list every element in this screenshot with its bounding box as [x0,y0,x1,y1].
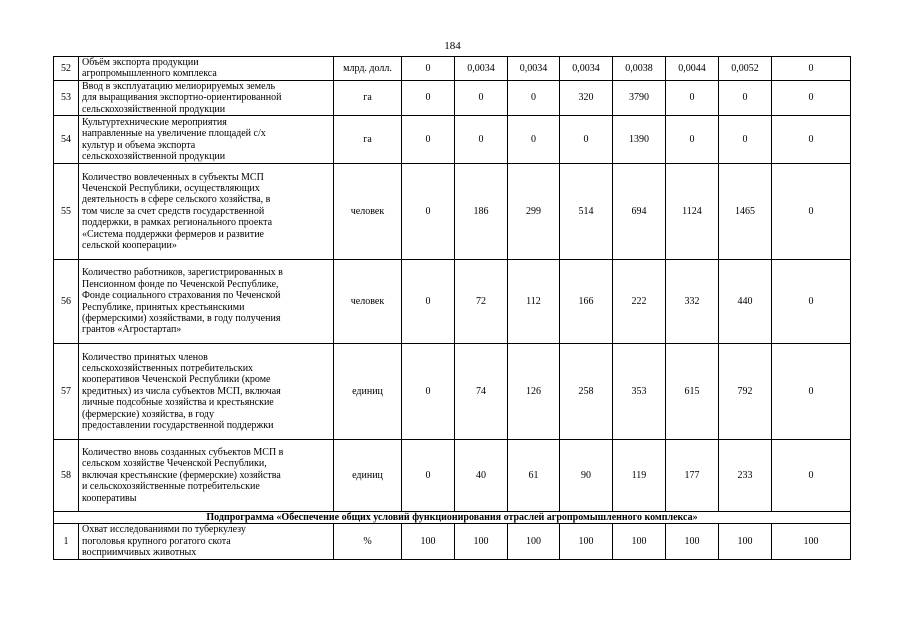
indicator-name-line: (фермерскими) хозяйствами, в году получения [82,312,281,324]
indicator-name-line: Фонде социального страхования по Чеченской [82,290,281,302]
value-cell: 126 [508,344,560,440]
indicator-name-line: сельскохозяйственных потребительских [82,363,254,375]
indicator-name-line: Количество работников, зарегистрированных в [82,267,283,279]
row-number: 58 [54,440,79,512]
value-cell: 0 [402,164,455,260]
table-row [54,524,851,560]
value-cell: 0 [666,80,719,115]
value-cell: 0,0034 [560,57,613,81]
indicator-name-line: сельскохозяйственной продукции [82,150,226,162]
unit-of-measure: человек [334,164,402,260]
indicator-name-line: личные подсобные хозяйства и крестьянские [82,397,274,409]
indicator-name-line: Количество вовлеченных в субъекты МСП [82,171,264,183]
indicator-name-line: деятельность в сфере сельского хозяйства, в [82,194,271,206]
value-cell: 0 [772,116,851,164]
value-cell: 0 [402,116,455,164]
value-cell: 0 [402,57,455,81]
unit-of-measure: % [334,524,402,560]
value-cell: 0 [402,260,455,344]
indicator-name-line: Количество вновь созданных субъектов МСП в [82,447,284,459]
value-cell: 100 [508,524,560,560]
unit-of-measure: га [334,116,402,164]
value-cell: 258 [560,344,613,440]
table-row [54,440,851,512]
value-cell: 320 [560,80,613,115]
indicator-name-line: Объём экспорта продукции [82,57,199,68]
value-cell: 40 [455,440,508,512]
indicator-name [79,116,334,164]
value-cell: 72 [455,260,508,344]
indicator-name-line: сельском хозяйстве Чеченской Республики, [82,458,267,470]
value-cell: 1390 [613,116,666,164]
row-number: 54 [54,116,79,164]
value-cell: 0 [772,164,851,260]
indicator-name [79,524,334,560]
indicator-name-line: Охват исследованиями по туберкулезу [82,524,246,536]
indicator-name-line: агропромышленного комплекса [82,68,217,80]
value-cell: 694 [613,164,666,260]
unit-of-measure: единиц [334,440,402,512]
value-cell: 0 [455,80,508,115]
indicator-name-line: кредитных) из числа субъектов МСП, включая [82,385,281,397]
row-number: 57 [54,344,79,440]
value-cell: 0 [402,80,455,115]
value-cell: 3790 [613,80,666,115]
value-cell: 100 [772,524,851,560]
indicator-name-line: предоставлении государственной поддержки [82,420,274,432]
table-row [54,260,851,344]
table-row [54,57,851,81]
indicator-name-line: Количество принятых членов [82,351,208,363]
indicator-name-line: кооперативы [82,492,137,504]
value-cell: 61 [508,440,560,512]
indicator-name-line: Культуртехнические мероприятия [82,116,227,128]
value-cell: 100 [455,524,508,560]
value-cell: 0 [772,344,851,440]
value-cell: 1124 [666,164,719,260]
value-cell: 186 [455,164,508,260]
value-cell: 90 [560,440,613,512]
indicator-name-line: Чеченской Республики, осуществляющих [82,183,260,195]
indicator-name-line: «Система поддержки фермеров и развитие [82,228,264,240]
indicator-name-line: для выращивания экспортно-ориентированной [82,92,282,104]
value-cell: 0,0038 [613,57,666,81]
value-cell: 0,0044 [666,57,719,81]
unit-of-measure: га [334,80,402,115]
value-cell: 615 [666,344,719,440]
value-cell: 0 [402,440,455,512]
indicators-table [53,56,851,560]
value-cell: 0 [719,116,772,164]
row-number: 1 [54,524,79,560]
value-cell: 112 [508,260,560,344]
indicator-name [79,57,334,81]
indicator-name-line: сельскохозяйственной продукции [82,103,226,115]
indicator-name [79,80,334,115]
value-cell: 0 [719,80,772,115]
indicator-name [79,164,334,260]
value-cell: 0 [772,57,851,81]
indicator-name-line: культур и объема экспорта [82,139,196,151]
row-number: 55 [54,164,79,260]
row-number: 52 [54,57,79,81]
indicator-name-line: направленные на увеличение площадей с/х [82,128,266,140]
value-cell: 792 [719,344,772,440]
table-row [54,344,851,440]
section-header-row [54,512,851,524]
value-cell: 0 [772,260,851,344]
row-number: 56 [54,260,79,344]
indicator-name [79,260,334,344]
table-row [54,164,851,260]
indicator-name-line: восприимчивых животных [82,547,197,559]
value-cell: 0 [560,116,613,164]
indicator-name-line: кооперативов Чеченской Республики (кроме [82,374,271,386]
value-cell: 0,0034 [508,57,560,81]
value-cell: 0 [508,80,560,115]
page-number: 184 [444,40,461,52]
indicator-name-line: (фермерские) хозяйства, в году [82,408,215,420]
indicator-name [79,440,334,512]
indicator-name-line: Ввод в эксплуатацию мелиорируемых земель [82,80,276,92]
value-cell: 233 [719,440,772,512]
value-cell: 100 [666,524,719,560]
indicator-name-line: сельской кооперации» [82,240,177,252]
value-cell: 0 [508,116,560,164]
value-cell: 0 [455,116,508,164]
row-number: 53 [54,80,79,115]
value-cell: 0,0052 [719,57,772,81]
value-cell: 0 [402,344,455,440]
value-cell: 100 [560,524,613,560]
value-cell: 74 [455,344,508,440]
value-cell: 100 [719,524,772,560]
value-cell: 0 [772,440,851,512]
indicator-name-line: Республике, принятых крестьянскими [82,301,245,313]
indicator-name [79,344,334,440]
value-cell: 177 [666,440,719,512]
value-cell: 0 [666,116,719,164]
table-row [54,116,851,164]
indicator-name-line: поддержки, в рамках регионального проекта [82,217,273,229]
unit-of-measure: млрд. долл. [334,57,402,81]
table-row [54,80,851,115]
value-cell: 0,0034 [455,57,508,81]
value-cell: 166 [560,260,613,344]
indicator-name-line: Пенсионном фонде по Чеченской Республике, [82,278,279,290]
value-cell: 119 [613,440,666,512]
value-cell: 514 [560,164,613,260]
value-cell: 1465 [719,164,772,260]
table-body [54,57,851,560]
value-cell: 100 [402,524,455,560]
value-cell: 440 [719,260,772,344]
value-cell: 299 [508,164,560,260]
indicator-name-line: грантов «Агростартап» [82,324,182,336]
indicator-name-line: включая крестьянские (фермерские) хозяйства [82,469,281,481]
indicator-name-line: том числе за счет средств государственной [82,205,265,217]
indicator-name-line: поголовья крупного рогатого скота [82,535,231,547]
value-cell: 222 [613,260,666,344]
value-cell: 100 [613,524,666,560]
subprogram-title: Подпрограмма «Обеспечение общих условий функционирования отраслей агропромышленного комплекса» [54,512,851,524]
value-cell: 353 [613,344,666,440]
unit-of-measure: человек [334,260,402,344]
unit-of-measure: единиц [334,344,402,440]
value-cell: 332 [666,260,719,344]
indicator-name-line: и сельскохозяйственные потребительские [82,481,260,493]
value-cell: 0 [772,80,851,115]
